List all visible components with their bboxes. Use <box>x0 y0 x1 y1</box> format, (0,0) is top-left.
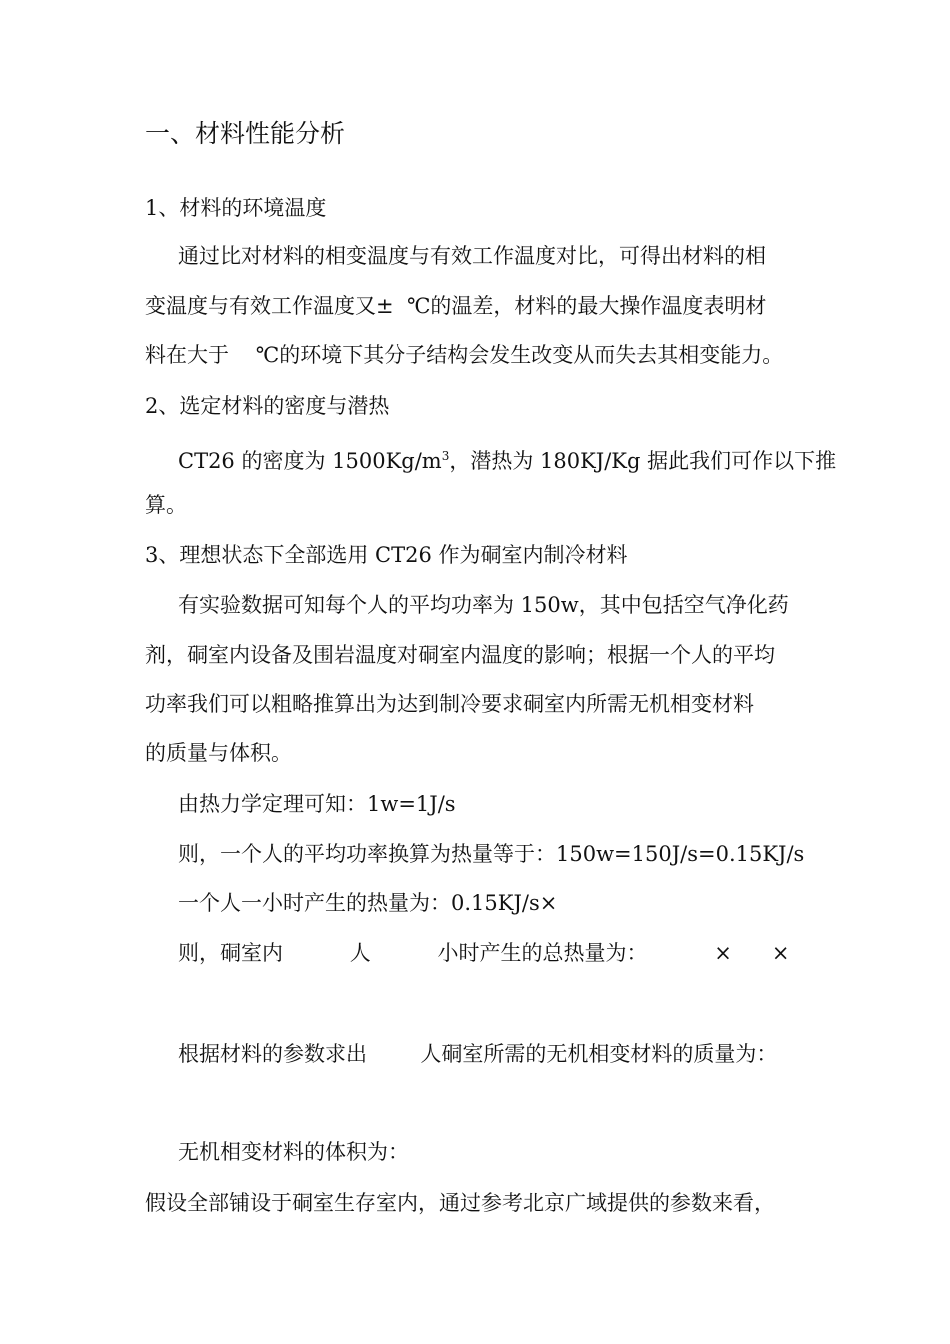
paragraph-line: 算。 <box>145 493 187 517</box>
paragraph-line: 通过比对材料的相变温度与有效工作温度对比，可得出材料的相 <box>178 244 766 268</box>
subsection-title-1: 1、材料的环境温度 <box>145 196 327 220</box>
paragraph-line: 的质量与体积。 <box>145 741 292 765</box>
paragraph-line: 有实验数据可知每个人的平均功率为 150w，其中包括空气净化药 <box>178 593 789 617</box>
paragraph-line: 变温度与有效工作温度又± ℃的温差，材料的最大操作温度表明材 <box>145 294 767 318</box>
density-text: CT26 的密度为 1500Kg/m <box>178 449 442 473</box>
subsection-title-2: 2、选定材料的密度与潜热 <box>145 394 390 418</box>
section-heading: 一、材料性能分析 <box>145 119 346 148</box>
paragraph-line <box>178 442 836 475</box>
calc-line: 无机相变材料的体积为： <box>178 1140 409 1164</box>
paragraph-line: 假设全部铺设于硐室生存室内，通过参考北京广域提供的参数来看， <box>145 1191 775 1215</box>
paragraph-line: 剂，硐室内设备及围岩温度对硐室内温度的影响；根据一个人的平均 <box>145 643 775 667</box>
paragraph-line: 料在大于 ℃的环境下其分子结构会发生改变从而失去其相变能力。 <box>145 343 784 367</box>
calc-line: 由热力学定理可知：1w=1J/s <box>178 792 456 816</box>
calc-line: 根据材料的参数求出 人硐室所需的无机相变材料的质量为： <box>178 1042 778 1066</box>
calc-line: 则，一个人的平均功率换算为热量等于：150w=150J/s=0.15KJ/s <box>178 842 805 866</box>
calc-line: 则，硐室内 人 小时产生的总热量为： × × <box>178 941 790 965</box>
paragraph-line: 功率我们可以粗略推算出为达到制冷要求硐室内所需无机相变材料 <box>145 692 754 716</box>
subsection-title-3: 3、理想状态下全部选用 CT26 作为硐室内制冷材料 <box>145 543 628 567</box>
calc-line: 一个人一小时产生的热量为：0.15KJ/s× <box>178 891 558 915</box>
latent-heat-text: ，潜热为 180KJ/Kg 据此我们可作以下推 <box>449 449 837 473</box>
density-exponent: 3 <box>441 449 450 463</box>
